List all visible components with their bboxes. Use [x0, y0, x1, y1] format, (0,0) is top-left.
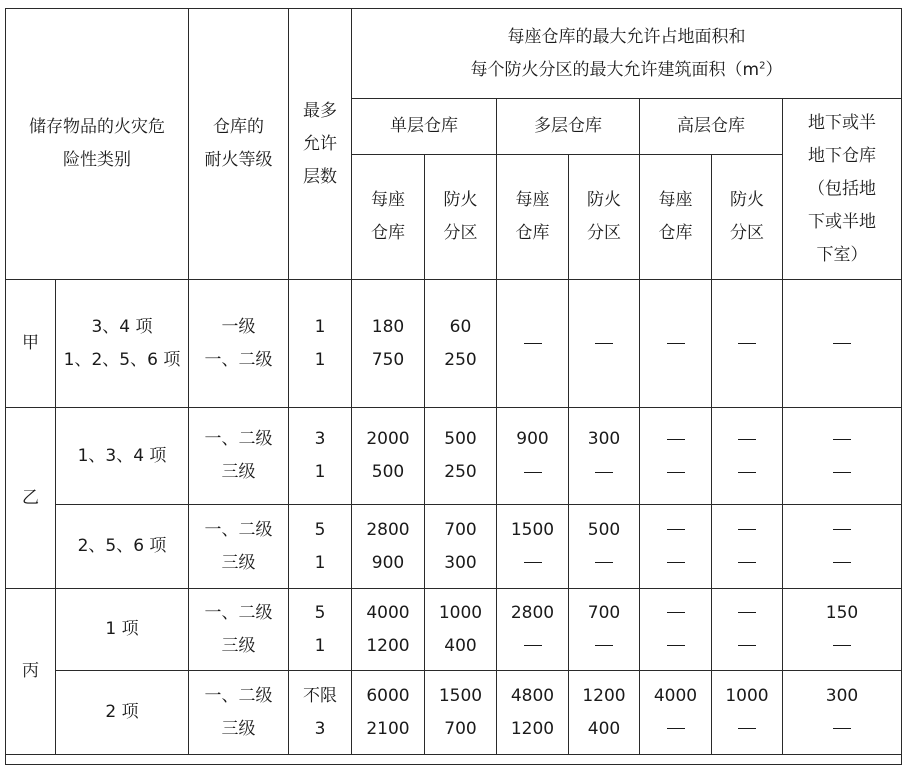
dash-mark	[833, 439, 851, 440]
header-high-per-zone: 防火 分区	[712, 155, 783, 280]
header-multi-floor: 多层仓库	[497, 99, 640, 155]
high-zone-cell: 1000	[712, 671, 783, 755]
rating-cell: 一、二级 三级	[189, 408, 289, 505]
header-multi-per-zone: 防火 分区	[569, 155, 640, 280]
dash-mark	[667, 645, 685, 646]
floors-cell: 5 1	[289, 505, 352, 589]
empty-dash-cell	[712, 408, 783, 505]
dash-mark	[667, 612, 685, 613]
dash-mark	[667, 472, 685, 473]
single-wh-cell: 6000 2100	[352, 671, 425, 755]
header-area-title-line2: 每个防火分区的最大允许建筑面积$(m^2)$	[470, 59, 783, 80]
header-single-per-warehouse: 每座 仓库	[352, 155, 425, 280]
dash-mark	[595, 343, 613, 344]
dash-mark	[738, 472, 756, 473]
floors-cell: 不限 3	[289, 671, 352, 755]
multi-wh-cell: 4800 1200	[497, 671, 569, 755]
single-wh-cell: 2800 900	[352, 505, 425, 589]
dash-mark	[667, 562, 685, 563]
dash-mark	[524, 645, 542, 646]
empty-dash-cell	[712, 589, 783, 671]
table-row	[6, 671, 902, 755]
dash-mark	[738, 439, 756, 440]
single-wh-cell: 2000 500	[352, 408, 425, 505]
dash-mark	[738, 562, 756, 563]
dash-mark	[667, 439, 685, 440]
single-zone-cell: 500 250	[425, 408, 497, 505]
dash-mark	[667, 529, 685, 530]
items-cell: 2 项	[56, 671, 189, 755]
dash-mark	[667, 728, 685, 729]
class-yi: 乙	[6, 408, 56, 589]
header-multi-per-warehouse: 每座 仓库	[497, 155, 569, 280]
empty-dash-cell	[712, 505, 783, 589]
table-row	[6, 505, 902, 589]
dash-mark	[738, 529, 756, 530]
floors-cell: 5 1	[289, 589, 352, 671]
empty-dash-cell	[569, 280, 640, 408]
multi-zone-cell: 300	[569, 408, 640, 505]
table-row	[6, 589, 902, 671]
dash-mark	[833, 529, 851, 530]
empty-dash-cell	[640, 280, 712, 408]
table-row	[6, 408, 902, 505]
header-underground: 地下或半 地下仓库 （包括地 下或半地 下室）	[783, 99, 902, 280]
dash-mark	[595, 645, 613, 646]
single-wh-cell: 4000 1200	[352, 589, 425, 671]
single-zone-cell: 1500 700	[425, 671, 497, 755]
header-single-floor: 单层仓库	[352, 99, 497, 155]
dash-mark	[595, 562, 613, 563]
header-single-per-zone: 防火 分区	[425, 155, 497, 280]
high-wh-cell: 4000	[640, 671, 712, 755]
table-row-continued	[6, 755, 902, 765]
empty-dash-cell	[640, 408, 712, 505]
items-cell: 2、5、6 项	[56, 505, 189, 589]
multi-wh-cell: 1500	[497, 505, 569, 589]
empty-dash-cell	[640, 505, 712, 589]
rating-cell: 一、二级 三级	[189, 589, 289, 671]
items-cell: 1、3、4 项	[56, 408, 189, 505]
single-zone-cell: 1000 400	[425, 589, 497, 671]
dash-mark	[738, 728, 756, 729]
empty-dash-cell	[783, 408, 902, 505]
items-cell: 1 项	[56, 589, 189, 671]
empty-dash-cell	[712, 280, 783, 408]
warehouse-area-table	[5, 8, 902, 765]
header-area-title: 每座仓库的最大允许占地面积和 每个防火分区的最大允许建筑面积$(m^2)$	[352, 9, 902, 99]
multi-zone-cell: 1200 400	[569, 671, 640, 755]
header-high-per-warehouse: 每座 仓库	[640, 155, 712, 280]
single-zone-cell: 700 300	[425, 505, 497, 589]
dash-mark	[833, 562, 851, 563]
dash-mark	[667, 343, 685, 344]
dash-mark	[524, 472, 542, 473]
empty-dash-cell	[497, 280, 569, 408]
underground-cell: 150	[783, 589, 902, 671]
dash-mark	[833, 728, 851, 729]
multi-zone-cell: 700	[569, 589, 640, 671]
class-bing: 丙	[6, 589, 56, 755]
empty-dash-cell	[783, 505, 902, 589]
multi-zone-cell: 500	[569, 505, 640, 589]
class-jia: 甲	[6, 280, 56, 408]
dash-mark	[738, 645, 756, 646]
dash-mark	[738, 343, 756, 344]
dash-mark	[524, 562, 542, 563]
single-wh-cell: 180 750	[352, 280, 425, 408]
multi-wh-cell: 2800	[497, 589, 569, 671]
dash-mark	[595, 472, 613, 473]
multi-wh-cell: 900	[497, 408, 569, 505]
floors-cell: 3 1	[289, 408, 352, 505]
dash-mark	[524, 343, 542, 344]
empty-dash-cell	[783, 280, 902, 408]
dash-mark	[738, 612, 756, 613]
items-cell: 3、4 项 1、2、5、6 项	[56, 280, 189, 408]
rating-cell: 一级 一、二级	[189, 280, 289, 408]
header-category: 储存物品的火灾危 险性类别	[6, 9, 189, 280]
floors-cell: 1 1	[289, 280, 352, 408]
table-row	[6, 280, 902, 408]
dash-mark	[833, 343, 851, 344]
rating-cell: 一、二级 三级	[189, 671, 289, 755]
empty-dash-cell	[640, 589, 712, 671]
dash-mark	[833, 645, 851, 646]
dash-mark	[833, 472, 851, 473]
header-high-rise: 高层仓库	[640, 99, 783, 155]
rating-cell: 一、二级 三级	[189, 505, 289, 589]
underground-cell: 300	[783, 671, 902, 755]
header-max-floors: 最多 允许 层数	[289, 9, 352, 280]
header-fire-rating: 仓库的 耐火等级	[189, 9, 289, 280]
single-zone-cell: 60 250	[425, 280, 497, 408]
